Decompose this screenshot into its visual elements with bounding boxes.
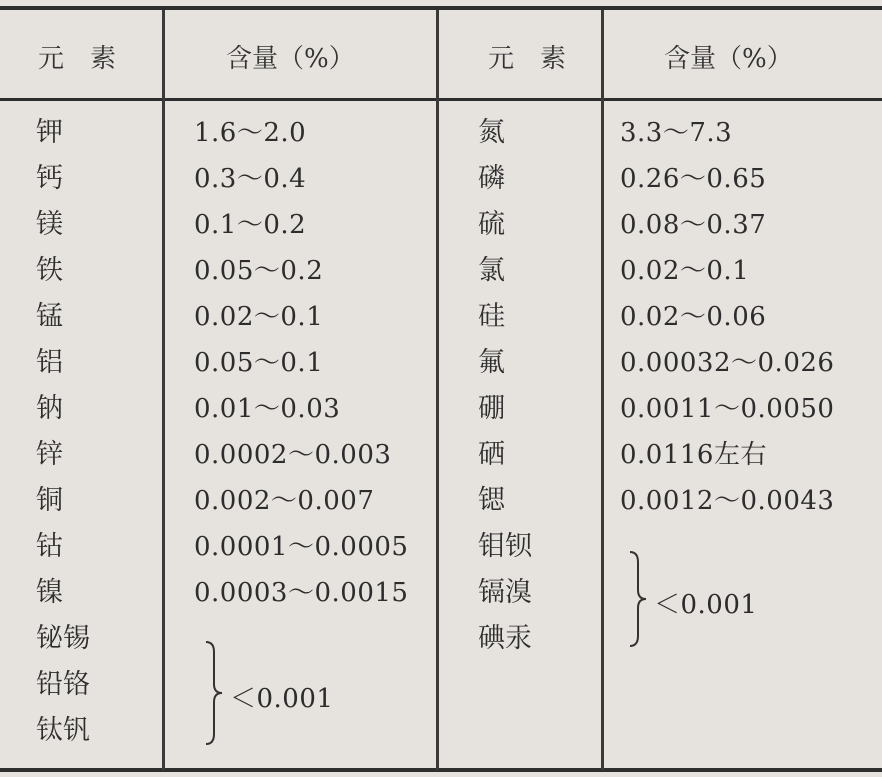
content-cell: 0.0116左右 <box>620 440 767 470</box>
header-left-element: 元 素 <box>38 44 117 74</box>
left-element-column <box>36 114 156 758</box>
top-rule <box>0 6 882 10</box>
element-group-cell: 钼钡 <box>478 531 532 562</box>
right-group-content: ＜0.001 <box>654 590 758 620</box>
element-cell: 磷 <box>478 163 505 194</box>
content-cell: 0.05～0.1 <box>194 348 324 378</box>
right-group-brace <box>624 550 648 648</box>
element-cell: 铜 <box>36 485 63 516</box>
bottom-rule <box>0 768 882 772</box>
element-group-cell: 碘汞 <box>478 623 532 654</box>
content-cell: 0.0001～0.0005 <box>194 532 409 562</box>
element-cell: 镍 <box>36 577 63 608</box>
content-cell: 1.6～2.0 <box>194 118 307 148</box>
element-cell: 钠 <box>36 393 63 424</box>
content-cell: 0.1～0.2 <box>194 210 307 240</box>
content-cell: 3.3～7.3 <box>620 118 733 148</box>
element-group-cell: 铅铬 <box>36 669 90 700</box>
content-cell: 0.02～0.1 <box>194 302 324 332</box>
left-group-content: ＜0.001 <box>230 684 334 714</box>
element-group-cell: 铋锡 <box>36 623 90 654</box>
content-cell: 0.08～0.37 <box>620 210 767 240</box>
element-cell: 氮 <box>478 117 505 148</box>
content-cell: 0.00032～0.026 <box>620 348 835 378</box>
content-cell: 0.002～0.007 <box>194 486 375 516</box>
element-group-cell: 钛钒 <box>36 715 90 746</box>
header-rule <box>0 98 882 101</box>
column-divider-3 <box>601 10 604 770</box>
element-cell: 氟 <box>478 347 505 378</box>
content-cell: 0.01～0.03 <box>194 394 341 424</box>
left-content-column <box>194 114 454 620</box>
element-cell: 硫 <box>478 209 505 240</box>
content-cell: 0.0002～0.003 <box>194 440 392 470</box>
header-right-content: 含量（%） <box>664 44 793 74</box>
element-group-cell: 镉溴 <box>478 577 532 608</box>
element-cell: 硅 <box>478 301 505 332</box>
element-cell: 硒 <box>478 439 505 470</box>
column-divider-1 <box>162 10 165 770</box>
header-left-content: 含量（%） <box>226 44 355 74</box>
element-cell: 钴 <box>36 531 63 562</box>
content-cell: 0.0012～0.0043 <box>620 486 835 516</box>
content-cell: 0.0003～0.0015 <box>194 578 409 608</box>
content-cell: 0.3～0.4 <box>194 164 307 194</box>
element-cell: 钙 <box>36 163 63 194</box>
element-cell: 锶 <box>478 485 505 516</box>
content-cell: 0.02～0.1 <box>620 256 750 286</box>
right-element-column <box>478 114 598 666</box>
element-cell: 锌 <box>36 439 63 470</box>
content-cell: 0.05～0.2 <box>194 256 324 286</box>
element-cell: 钾 <box>36 117 63 148</box>
element-cell: 铁 <box>36 255 63 286</box>
content-cell: 0.26～0.65 <box>620 164 767 194</box>
right-content-column <box>620 114 880 528</box>
element-cell: 铝 <box>36 347 63 378</box>
header-right-element: 元 素 <box>488 44 567 74</box>
element-cell: 氯 <box>478 255 505 286</box>
content-cell: 0.0011～0.0050 <box>620 394 835 424</box>
content-cell: 0.02～0.06 <box>620 302 767 332</box>
element-cell: 锰 <box>36 301 63 332</box>
element-cell: 硼 <box>478 393 505 424</box>
left-group-brace <box>200 640 224 746</box>
element-cell: 镁 <box>36 209 63 240</box>
